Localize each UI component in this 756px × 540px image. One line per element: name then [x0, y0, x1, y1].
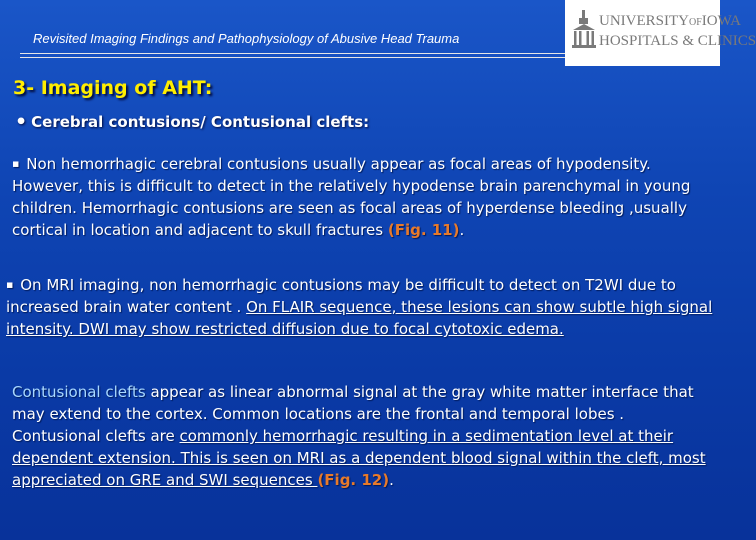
square-bullet-icon: ▪ [6, 278, 14, 291]
subheading-text: Cerebral contusions/ Contusional clefts: [31, 113, 370, 131]
underlined-text: commonly hemorrhagic resulting in a sedimentation level at their dependent extension. This is seen on MRI as a dependent blood signal within the cleft, most appreciated on GRE and SWI sequences [12, 427, 706, 489]
university-logo [565, 0, 756, 66]
paragraph-text: Non hemorrhagic cerebral contusions usually appear as focal areas of hypodensity. However, this is difficult to detect in the relatively hypodense brain parenchymal in young children. Hemorrhagic contusions are seen as focal areas of hyperdense bleeding ,usually cortical in location and adjacent to skull fractures [12, 155, 691, 239]
paragraph-text: appear as linear abnormal signal at the gray white matter interface that may extend to the cortex. Common locations are the frontal and temporal lobes . Contusional clefts are [12, 383, 694, 445]
paragraph-mri-contusions [6, 274, 716, 340]
underlined-text: On FLAIR sequence, these lesions can show subtle high signal intensity. DWI may show restricted diffusion due to focal cytotoxic edema. [6, 298, 713, 338]
logo-wordmark-university: UNIVERSITYOFIOWA [599, 13, 741, 29]
paragraph-contusional-clefts: Contusional clefts appear as linear abnormal signal at the gray white matter interface that may extend to the cortex. Common locations are the frontal and temporal lobes . Contusional clefts are commonly hemorrhagic resulting in a sedimentation level at their dependent extension. This is seen on MRI as a dependent blood signal within the cleft, most appreciated on GRE and SWI sequences (Fig. 12). [12, 383, 706, 489]
bullet-icon: • [15, 111, 28, 133]
header-divider-secondary [20, 57, 565, 58]
presentation-title: Revisited Imaging Findings and Pathophysiology of Abusive Head Trauma [33, 31, 460, 46]
logo-wordmark-hospitals: HOSPITALS & CLINICS [599, 33, 756, 49]
square-bullet-icon: ▪ [12, 157, 20, 170]
subheading [15, 111, 369, 133]
paragraph-ct-contusions: ▪ Non hemorrhagic cerebral contusions usually appear as focal areas of hypodensity. However, this is difficult to detect in the relatively hypodense brain parenchymal in young children. Hemorrhagic contusions are seen as focal areas of hyperdense bleeding ,usually cortical in location and adjacent to skull fractures (Fig. 11). [12, 155, 691, 239]
figure-reference: (Fig. 11) [387, 221, 460, 239]
paragraph-text: On MRI imaging, non hemorrhagic contusions may be difficult to detect on T2WI due to increased brain water content . [6, 276, 676, 316]
old-capitol-icon [571, 10, 597, 50]
figure-reference: (Fig. 12) [317, 471, 390, 489]
section-heading: 3- Imaging of AHT: [13, 77, 213, 99]
header-divider [20, 53, 565, 54]
highlighted-term: Contusional clefts [12, 383, 146, 401]
